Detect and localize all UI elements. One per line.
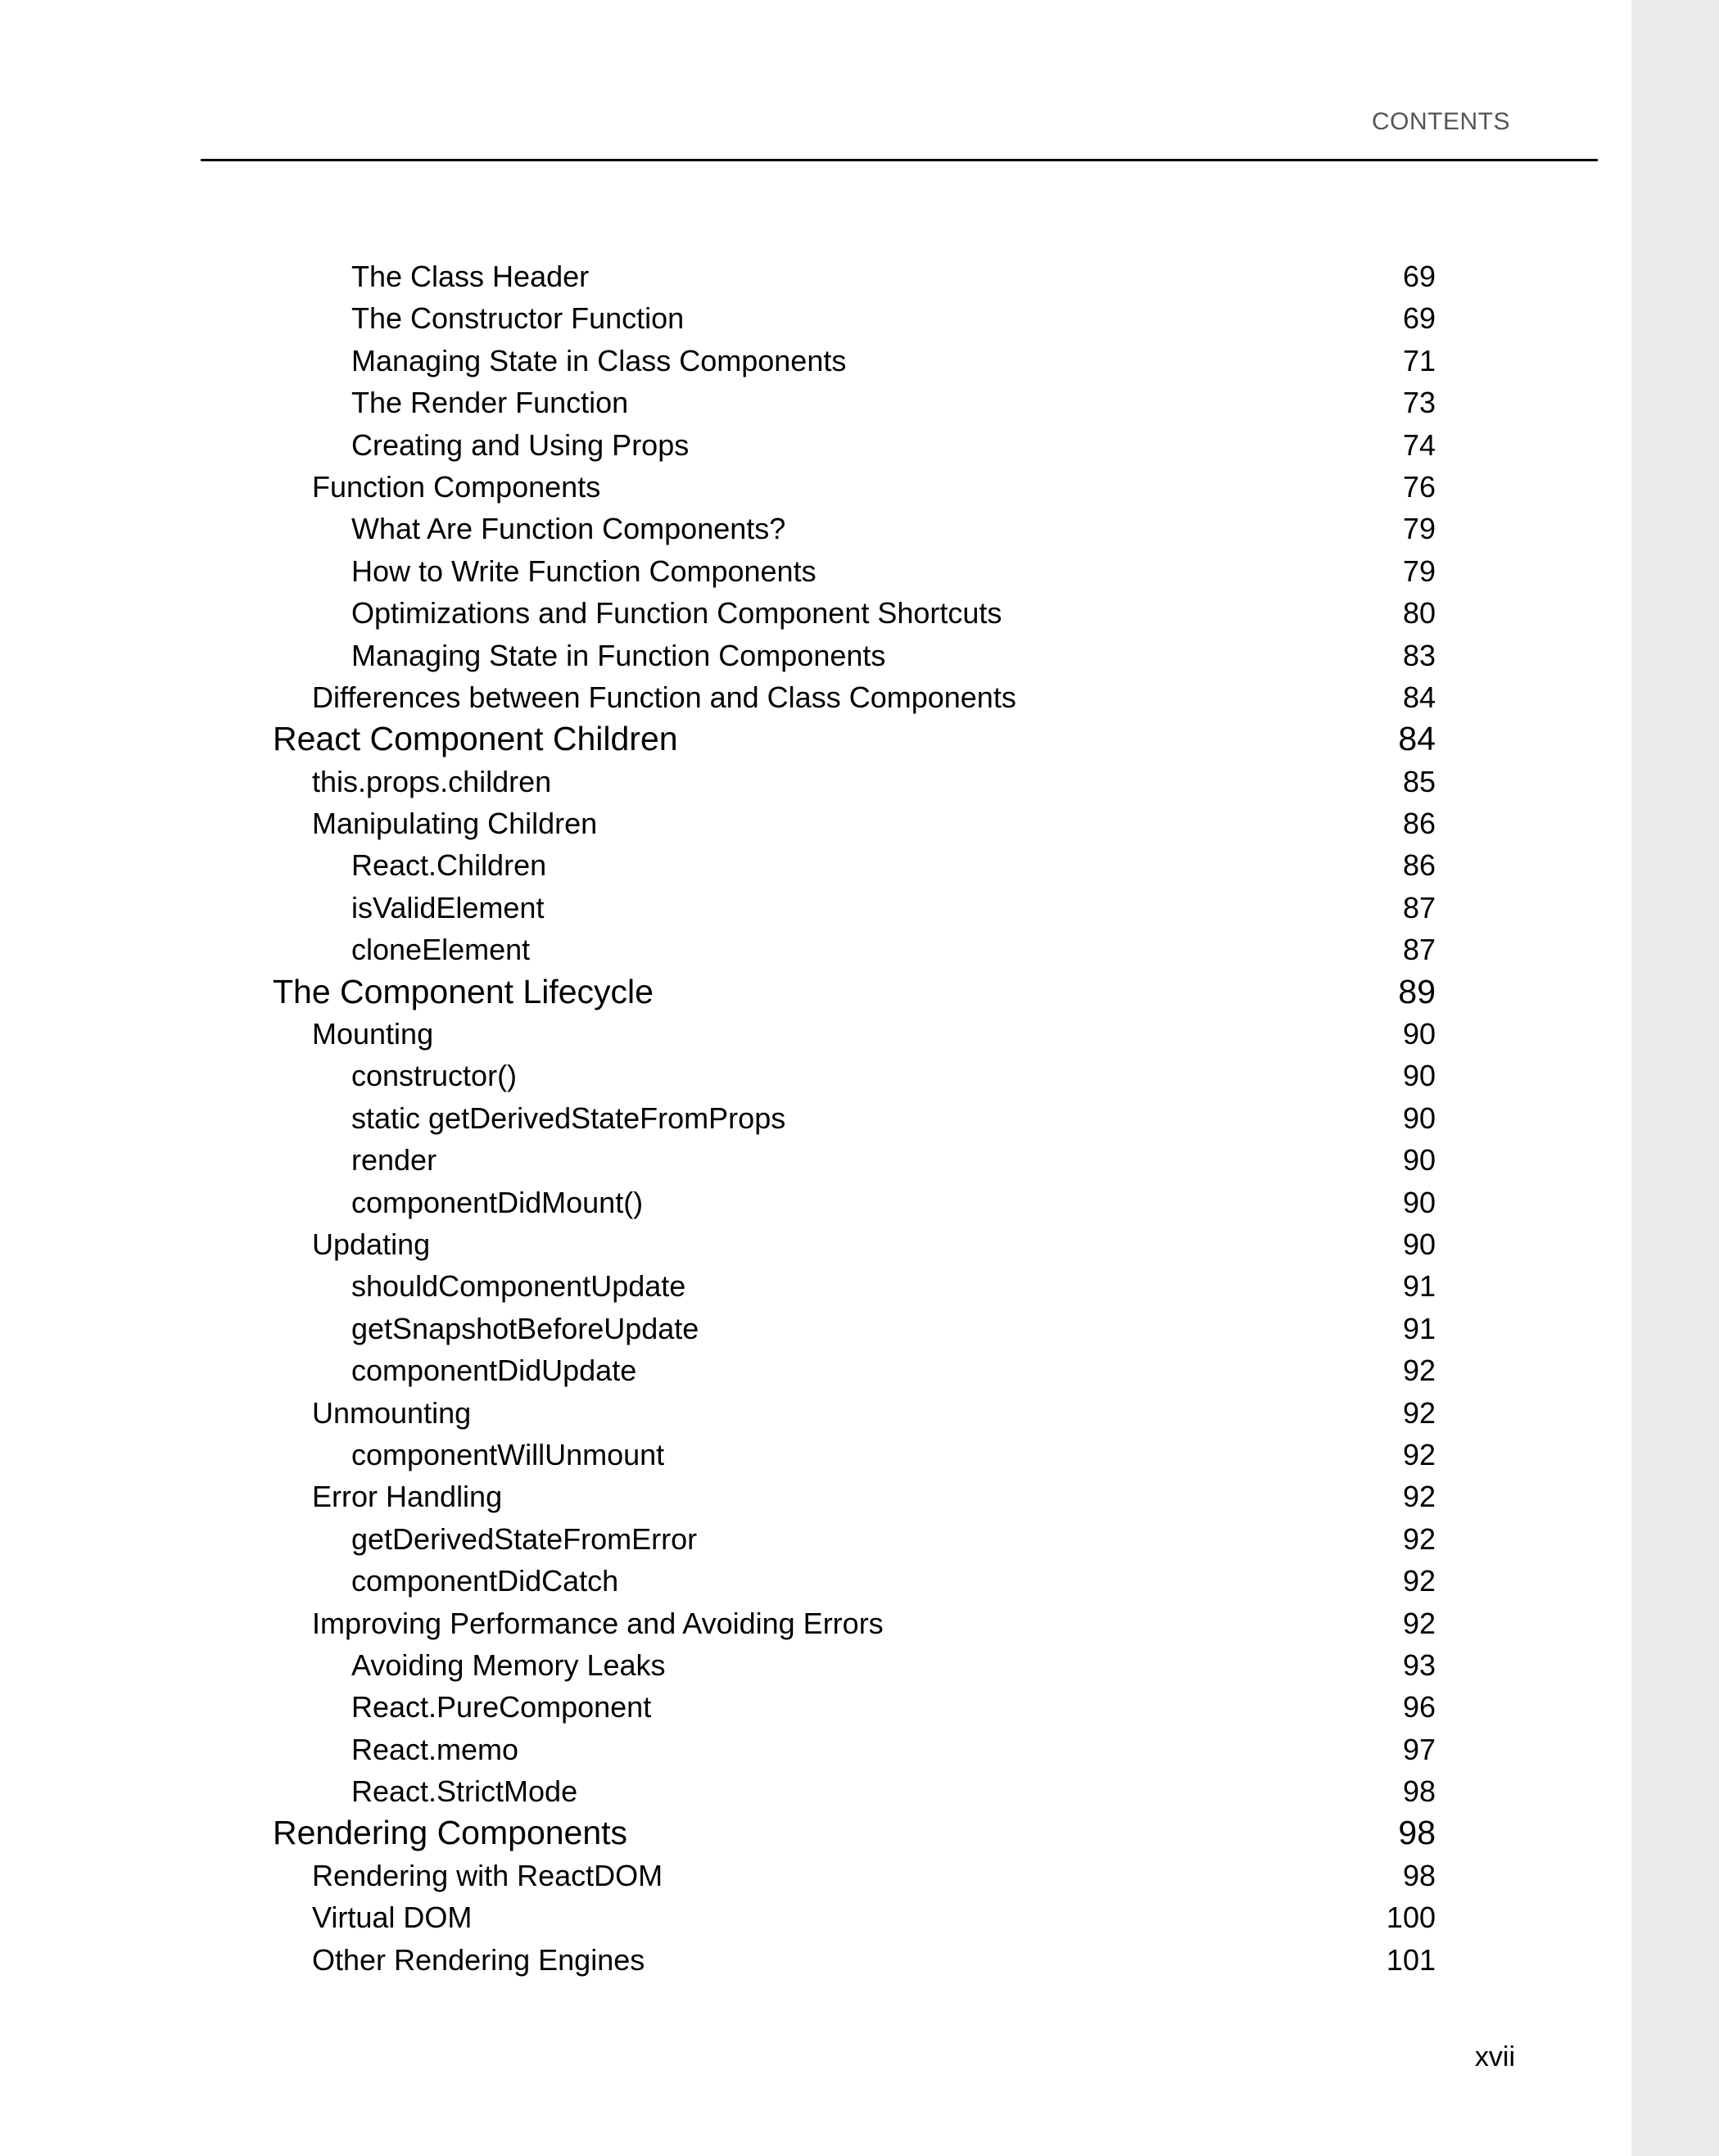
toc-entry[interactable]	[0, 466, 1631, 508]
toc-entry[interactable]	[0, 844, 1631, 886]
toc-entry[interactable]	[0, 1686, 1631, 1728]
toc-entry-title: componentWillUnmount	[351, 1437, 665, 1471]
toc-entry-title: Improving Performance and Avoiding Errors	[312, 1606, 884, 1640]
toc-entry[interactable]	[0, 1644, 1631, 1686]
toc-entry-page-number: 87	[1402, 890, 1436, 924]
toc-entry-title: React.Children	[351, 848, 547, 883]
toc-entry-title: React.StrictMode	[351, 1774, 578, 1809]
toc-entry-page-number: 90	[1402, 1185, 1436, 1219]
toc-entry-title: React.PureComponent	[351, 1690, 652, 1724]
toc-entry-page-number: 84	[1398, 720, 1436, 758]
toc-entry-title: componentDidUpdate	[351, 1354, 637, 1388]
toc-entry-title: The Component Lifecycle	[273, 972, 654, 1010]
toc-entry-title: componentDidCatch	[351, 1564, 619, 1598]
toc-entry[interactable]	[0, 1855, 1631, 1896]
toc-entry[interactable]	[0, 255, 1631, 297]
toc-entry[interactable]	[0, 1560, 1631, 1602]
running-head: CONTENTS	[1372, 108, 1510, 135]
toc-entry-title: Other Rendering Engines	[312, 1942, 645, 1977]
toc-entry-title: Updating	[312, 1227, 431, 1261]
header-rule	[201, 159, 1598, 161]
toc-entry[interactable]	[0, 1349, 1631, 1391]
toc-entry[interactable]	[0, 1097, 1631, 1139]
toc-entry-title: What Are Function Components?	[351, 512, 786, 546]
toc-entry-title: static getDerivedStateFromProps	[351, 1101, 786, 1135]
toc-entry-title: Error Handling	[312, 1480, 503, 1514]
toc-entry-page-number: 92	[1402, 1480, 1436, 1514]
toc-entry-page-number: 98	[1402, 1858, 1436, 1892]
toc-entry[interactable]	[0, 592, 1631, 634]
toc-entry-page-number: 92	[1402, 1354, 1436, 1388]
toc-section-entry[interactable]	[0, 718, 1631, 760]
toc-entry-page-number: 89	[1398, 972, 1436, 1010]
toc-entry-page-number: 80	[1402, 596, 1436, 631]
toc-entry-page-number: 92	[1402, 1521, 1436, 1556]
toc-entry-title: getSnapshotBeforeUpdate	[351, 1311, 699, 1345]
toc-entry-page-number: 83	[1402, 638, 1436, 672]
toc-entry-title: How to Write Function Components	[351, 554, 817, 588]
toc-entry[interactable]	[0, 1939, 1631, 1981]
toc-entry-page-number: 86	[1402, 848, 1436, 883]
toc-entry-page-number: 69	[1402, 301, 1436, 336]
toc-entry-page-number: 90	[1402, 1059, 1436, 1093]
table-of-contents	[0, 255, 1631, 1981]
toc-entry[interactable]	[0, 1602, 1631, 1644]
toc-entry-page-number: 92	[1402, 1564, 1436, 1598]
toc-entry-title: shouldComponentUpdate	[351, 1269, 686, 1304]
toc-entry-title: The Class Header	[351, 260, 590, 293]
toc-entry[interactable]	[0, 1518, 1631, 1560]
toc-entry-title: React.memo	[351, 1732, 519, 1766]
toc-entry[interactable]	[0, 550, 1631, 592]
toc-entry[interactable]	[0, 382, 1631, 423]
toc-entry-title: Unmounting	[312, 1395, 472, 1430]
toc-entry-page-number: 92	[1402, 1606, 1436, 1640]
toc-entry[interactable]	[0, 340, 1631, 382]
toc-entry-page-number: 84	[1402, 680, 1436, 714]
toc-entry-title: Managing State in Class Components	[351, 343, 847, 377]
toc-entry-title: Virtual DOM	[312, 1901, 473, 1935]
toc-entry[interactable]	[0, 1434, 1631, 1476]
toc-entry[interactable]	[0, 1182, 1631, 1223]
toc-entry-title: Differences between Function and Class Components	[312, 680, 1016, 714]
toc-entry-title: getDerivedStateFromError	[351, 1521, 698, 1556]
toc-entry-page-number: 90	[1402, 1227, 1436, 1261]
toc-entry-title: Mounting	[312, 1017, 434, 1051]
toc-entry[interactable]	[0, 424, 1631, 466]
toc-entry-page-number: 93	[1402, 1648, 1436, 1682]
toc-entry-page-number: 97	[1402, 1732, 1436, 1766]
toc-entry-page-number: 76	[1402, 469, 1436, 504]
toc-entry-page-number: 90	[1402, 1017, 1436, 1051]
toc-entry-title: Creating and Using Props	[351, 427, 690, 462]
toc-entry[interactable]	[0, 1392, 1631, 1434]
toc-section-entry[interactable]	[0, 1812, 1631, 1854]
toc-entry-page-number: 90	[1402, 1101, 1436, 1135]
toc-entry[interactable]	[0, 1729, 1631, 1770]
toc-section-entry[interactable]	[0, 971, 1631, 1013]
toc-entry[interactable]	[0, 1013, 1631, 1055]
toc-entry-page-number: 73	[1402, 386, 1436, 420]
toc-entry[interactable]	[0, 1055, 1631, 1096]
toc-entry-page-number: 92	[1402, 1395, 1436, 1430]
toc-entry-page-number: 90	[1402, 1143, 1436, 1177]
toc-entry-title: this.props.children	[312, 764, 552, 798]
toc-entry-page-number: 69	[1402, 260, 1436, 293]
toc-entry-title: componentDidMount()	[351, 1185, 644, 1219]
toc-entry-title: Optimizations and Function Component Shortcuts	[351, 596, 1002, 631]
toc-entry-title: render	[351, 1143, 437, 1177]
toc-entry-title: Rendering Components	[273, 1814, 628, 1852]
toc-entry[interactable]	[0, 887, 1631, 929]
toc-entry[interactable]	[0, 676, 1631, 718]
toc-entry-page-number: 71	[1402, 343, 1436, 377]
toc-entry[interactable]	[0, 1265, 1631, 1307]
toc-entry-title: Avoiding Memory Leaks	[351, 1648, 666, 1682]
toc-entry[interactable]	[0, 1223, 1631, 1265]
toc-entry-page-number: 101	[1386, 1942, 1436, 1977]
toc-entry-page-number: 87	[1402, 933, 1436, 967]
toc-entry-title: Manipulating Children	[312, 807, 598, 841]
toc-entry[interactable]	[0, 1896, 1631, 1938]
toc-entry[interactable]	[0, 929, 1631, 970]
toc-entry-page-number: 96	[1402, 1690, 1436, 1724]
toc-entry-page-number: 98	[1402, 1774, 1436, 1809]
toc-entry-page-number: 100	[1386, 1901, 1436, 1935]
toc-entry-title: The Render Function	[351, 386, 629, 420]
viewer-side-panel	[1631, 0, 1719, 2156]
toc-entry-title: cloneElement	[351, 933, 531, 967]
toc-entry[interactable]	[0, 1308, 1631, 1349]
toc-entry-page-number: 74	[1402, 427, 1436, 462]
toc-entry[interactable]	[0, 297, 1631, 339]
toc-entry-title: Rendering with ReactDOM	[312, 1858, 663, 1892]
toc-entry[interactable]	[0, 1476, 1631, 1517]
toc-entry-title: constructor()	[351, 1059, 518, 1093]
toc-entry-page-number: 92	[1402, 1437, 1436, 1471]
toc-entry-page-number: 85	[1402, 764, 1436, 798]
toc-entry[interactable]	[0, 1770, 1631, 1812]
toc-entry[interactable]	[0, 635, 1631, 676]
toc-entry-page-number: 91	[1402, 1311, 1436, 1345]
toc-entry[interactable]	[0, 1139, 1631, 1181]
toc-entry[interactable]	[0, 802, 1631, 844]
toc-entry-page-number: 79	[1402, 512, 1436, 546]
toc-entry-title: Managing State in Function Components	[351, 638, 886, 672]
toc-entry-title: The Constructor Function	[351, 301, 685, 336]
toc-entry[interactable]	[0, 761, 1631, 802]
toc-entry-title: Function Components	[312, 469, 601, 504]
toc-entry-page-number: 91	[1402, 1269, 1436, 1304]
toc-entry-title: isValidElement	[351, 890, 545, 924]
toc-entry-page-number: 86	[1402, 807, 1436, 841]
toc-entry-page-number: 98	[1398, 1814, 1436, 1852]
page-number-folio: xvii	[1474, 2041, 1515, 2072]
toc-entry-title: React Component Children	[273, 720, 678, 758]
toc-entry[interactable]	[0, 508, 1631, 549]
toc-entry-page-number: 79	[1402, 554, 1436, 588]
